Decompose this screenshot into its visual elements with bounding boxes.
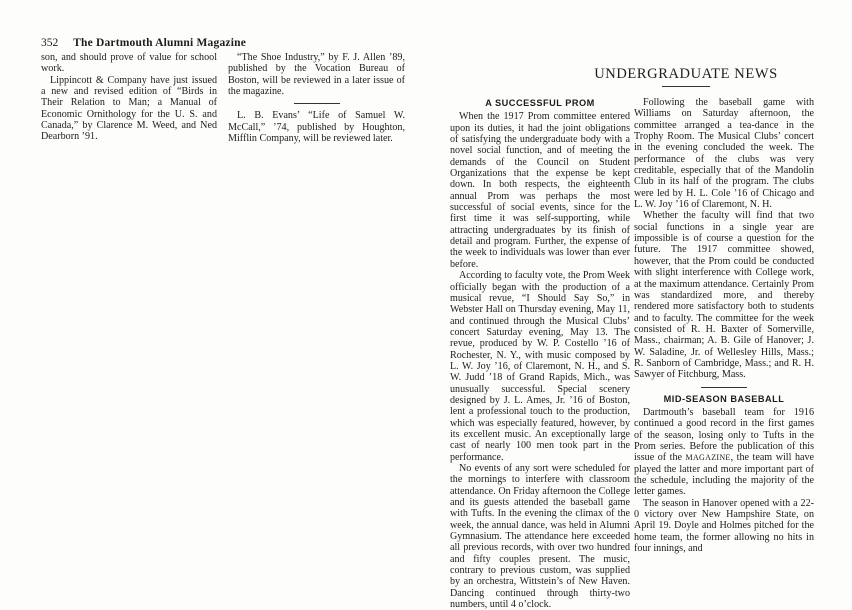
page-number: 352 (41, 37, 59, 49)
paragraph: “The Shoe Industry,” by F. J. Allen ’89, published by the Vocation Bureau of Boston, will be reviewed in a later issue of the magazine. (228, 52, 405, 98)
paragraph: Whether the faculty will find that two social functions in a single year are impossible is of course a question for the future. The 1917 committee showed, however, that the Prom could be conducted with slight interference with College work, at the maximum attendance. Certainly Prom was standardized more, and thereby rendered more satisfactory both to students and to faculty. The committee for the week consisted of R. H. Baxter of Somerville, Mass., chairman; A. B. Gile of Hanover; J. W. Saladine, Jr. of Wellesley Hills, Mass.; R. Sanborn of Cambridge, Mass.; and R. H. Sawyer of Fitchburg, Mass. (634, 210, 814, 381)
paragraph (634, 407, 814, 498)
left-page (0, 0, 426, 600)
right-column-2 (634, 97, 814, 554)
right-page (426, 0, 852, 610)
divider (701, 387, 747, 388)
paragraph: L. B. Evans’ “Life of Samuel W. McCall,” ’74, published by Houghton, Mifflin Company, will be reviewed later. (228, 110, 405, 145)
text-run: , the team will have played the latter and more important part of the schedule, including the majority of the letter games. (634, 452, 814, 498)
title-divider (662, 86, 710, 87)
running-head (41, 37, 246, 49)
baseball-heading: MID-SEASON BASEBALL (663, 393, 785, 404)
paragraph: Lippincott & Company have just issued a new and revised edition of “Birds in Their Relation to Man; a Manual of Economic Ornithology for the U. S. and Canada,” by Clarence M. Weed, and Ned Dearborn ’91. (41, 74, 217, 143)
magazine-smallcaps: MAGAZINE (685, 453, 731, 463)
divider (294, 103, 340, 104)
paragraph: No events of any sort were scheduled for the mornings to interfere with classroom attendance. On Friday afternoon the College and its guests attended the baseball game with Tufts. In the evening the climax of the week, the annual dance, was held in Alumni Gymnasium. The attendance here exceeded all previous records, with over two hundred and fifty couples present. The music, contrary to previous custom, was supplied by an orchestra, Wittstein’s of New Haven. Dancing continued through thirty-two numbers, until 4 o’clock. (450, 463, 630, 610)
right-column-1 (450, 97, 630, 610)
paragraph: Following the baseball game with Williams on Saturday afternoon, the committee arranged a tea-dance in the Trophy Room. The Musical Clubs’ concert in the evening concluded the week. The performance of the clubs was very creditable, especially that of the Mandolin Club in its half of the program. The clubs were led by H. L. Cole ’16 of Chicago and L. W. Joy ’16 of Claremont, N. H. (634, 97, 814, 211)
text-run: Dartmouth’s baseball team for 1916 continued a good record in the first games of the season, losing only to Tufts in the Prom series. Before the publication of this issue of the (634, 406, 814, 464)
left-column-2 (228, 52, 405, 144)
paragraph: son, and should prove of value for school work. (41, 52, 217, 75)
paragraph: When the 1917 Prom committee entered upon its duties, it had the joint obligations of satisfying the undergraduate body with a novel social function, and of meeting the demands of the Council on Student Organizations that the expense be kept down. In both respects, the eighteenth annual Prom was perhaps the most successful of social events, since for the first time it was self-supporting, while attracting undergraduates by its finish of detail and program. Further, the expense of the week to individuals was lower than ever before. (450, 111, 630, 270)
magazine-title: The Dartmouth Alumni Magazine (73, 37, 246, 49)
prom-heading: A SUCCESSFUL PROM (485, 98, 595, 108)
paragraph: The season in Hanover opened with a 22-0 victory over New Hampshire State, on April 19. Doyle and Holmes pitched for the home team, the former allowing no hits in four innings, and (634, 497, 814, 555)
section-title: UNDERGRADUATE NEWS (594, 66, 778, 82)
left-column-1 (41, 52, 217, 143)
paragraph: According to faculty vote, the Prom Week officially began with the production of a musical revue, “I Should Say So,” in Webster Hall on Thursday evening, May 11, and continued through the Musical Clubs’ concert Saturday evening, May 13. The revue, produced by W. P. Costello ’16 of Rochester, N. Y., with music composed by L. W. Joy ’16, of Claremont, N. H., and S. W. Judd ’18 of Grand Rapids, Mich., was unusually successful. Special scenery designed by J. L. Ames, Jr. ’16 of Boston, lent a professional touch to the production, which was especially featured, however, by its excellent music. An exceptionally large cast of nearly 100 men took part in the performance. (450, 270, 630, 463)
